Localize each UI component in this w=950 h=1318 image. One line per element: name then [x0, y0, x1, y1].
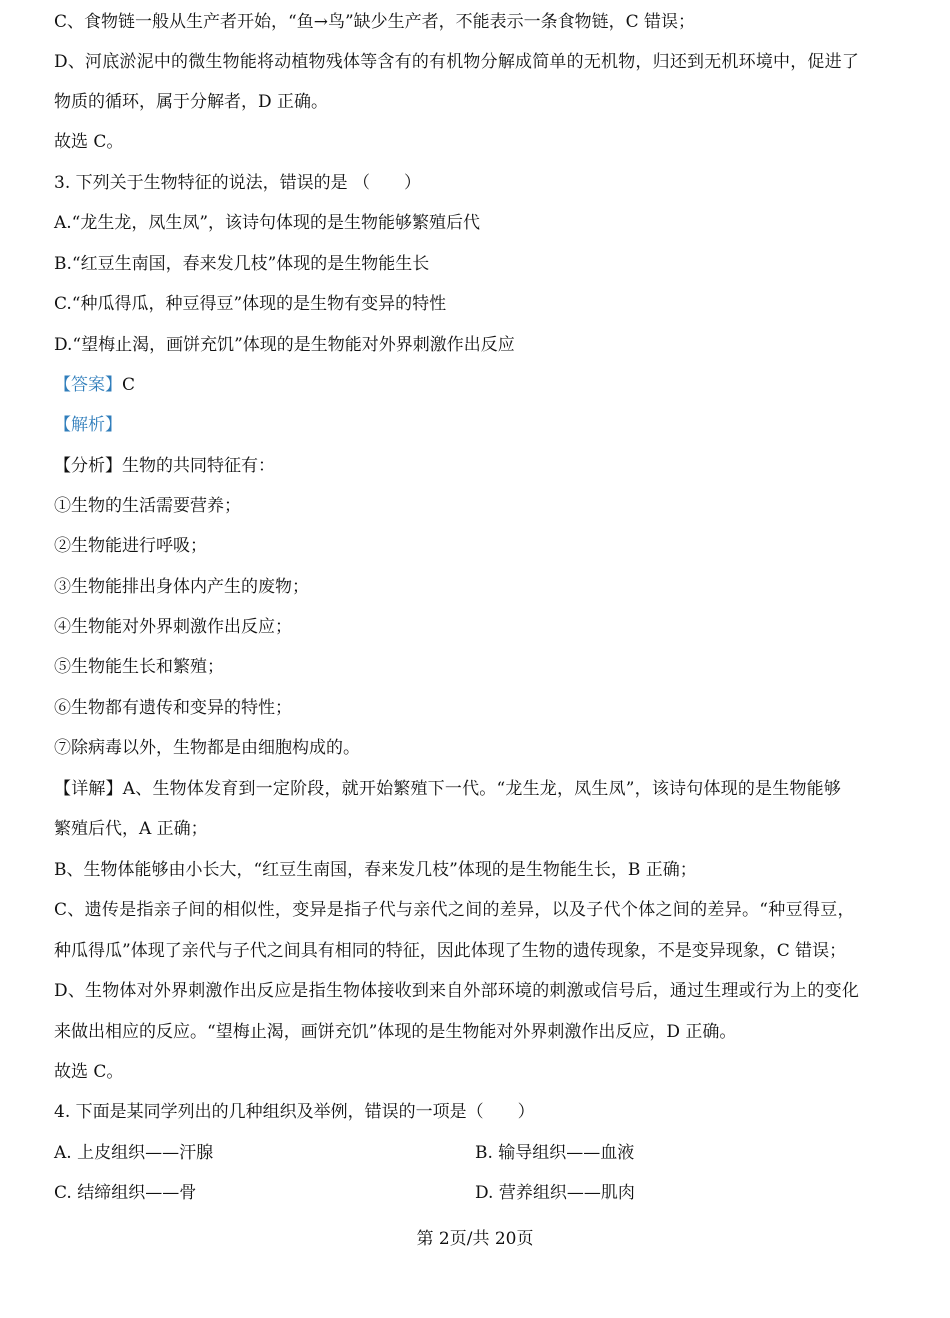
answer-value: C — [122, 375, 136, 395]
question-3-option-b: B.“红豆生南国，春来发几枝”体现的是生物能生长 — [54, 254, 430, 274]
page-footer: 第 2页/共 20页 — [416, 1229, 534, 1249]
question-3-option-a: A.“龙生龙，凤生凤”，该诗句体现的是生物能够繁殖后代 — [54, 213, 481, 233]
analysis-line: B、生物体能够由小长大，“红豆生南国，春来发几枝”体现的是生物能生长，B 正确； — [54, 860, 697, 880]
analysis-line: 【详解】A、生物体发育到一定阶段，就开始繁殖下一代。“龙生龙，凤生凤”，该诗句体现的是生物能够 — [54, 779, 842, 799]
analysis-line: 【分析】生物的共同特征有： — [54, 456, 275, 476]
text-line: C、食物链一般从生产者开始，“鱼→鸟”缺少生产者，不能表示一条食物链，C 错误； — [54, 12, 696, 32]
analysis-line: ②生物能进行呼吸； — [54, 536, 207, 556]
analysis-line: ①生物的生活需要营养； — [54, 496, 241, 516]
analysis-line: ⑤生物能生长和繁殖； — [54, 657, 224, 677]
question-3-option-c: C.“种瓜得瓜，种豆得豆”体现的是生物有变异的特性 — [54, 294, 447, 314]
analysis-line: ⑥生物都有遗传和变异的特性； — [54, 698, 292, 718]
analysis-line: ③生物能排出身体内产生的废物； — [54, 577, 309, 597]
text-line: 故选 C。 — [54, 132, 124, 152]
answer-line — [54, 373, 900, 397]
question-4-option-a: A. 上皮组织——汗腺 — [54, 1143, 214, 1163]
analysis-line: 种瓜得瓜”体现了亲代与子代之间具有相同的特征，因此体现了生物的遗传现象，不是变异现象，C 错误； — [54, 941, 847, 961]
question-4-option-b: B. 输导组织——血液 — [475, 1143, 635, 1163]
text-line: 物质的循环，属于分解者，D 正确。 — [54, 92, 329, 112]
question-4-option-d: D. 营养组织——肌肉 — [475, 1183, 635, 1203]
analysis-line: ④生物能对外界刺激作出反应； — [54, 617, 292, 637]
question-3-option-d: D.“望梅止渴，画饼充饥”体现的是生物能对外界刺激作出反应 — [54, 335, 515, 355]
question-4-stem: 4. 下面是某同学列出的几种组织及举例，错误的一项是（ ） — [54, 1102, 535, 1122]
question-3-stem: 3. 下列关于生物特征的说法，错误的是 （ ） — [54, 173, 422, 193]
question-4-option-c: C. 结缔组织——骨 — [54, 1183, 197, 1203]
analysis-line: 故选 C。 — [54, 1062, 124, 1082]
analysis-line: ⑦除病毒以外，生物都是由细胞构成的。 — [54, 738, 360, 758]
analysis-tag: 【解析】 — [54, 415, 122, 435]
text-line: D、河底淤泥中的微生物能将动植物残体等含有的有机物分解成简单的无机物，归还到无机环境中，促进了 — [54, 52, 860, 72]
analysis-line: C、遗传是指亲子间的相似性，变异是指子代与亲代之间的差异，以及子代个体之间的差异。“种豆得豆， — [54, 900, 855, 920]
analysis-line: 繁殖后代，A 正确； — [54, 819, 208, 839]
answer-tag: 【答案】 — [54, 375, 122, 395]
analysis-line: D、生物体对外界刺激作出反应是指生物体接收到来自外部环境的刺激或信号后，通过生理或行为上的变化 — [54, 981, 860, 1001]
analysis-line: 来做出相应的反应。“望梅止渴，画饼充饥”体现的是生物能对外界刺激作出反应，D 正确。 — [54, 1022, 737, 1042]
